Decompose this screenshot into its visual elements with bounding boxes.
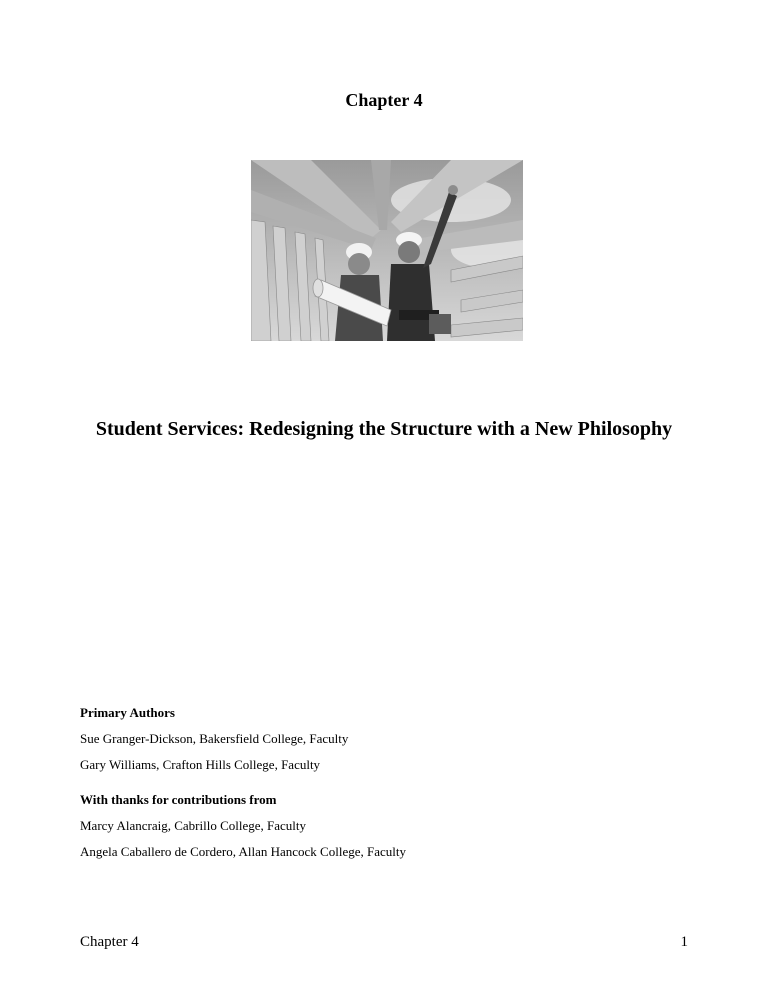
- contributors-block: [80, 792, 700, 865]
- document-title: Student Services: Redesigning the Structure with a New Philosophy: [95, 418, 673, 440]
- author-line: Sue Granger-Dickson, Bakersfield College, Faculty: [80, 731, 349, 746]
- primary-authors-block: [80, 705, 700, 778]
- author-line: Gary Williams, Crafton Hills College, Faculty: [80, 757, 321, 772]
- page-number: 1: [680, 934, 688, 950]
- contributors-heading: With thanks for contributions from: [80, 792, 277, 807]
- authors-section: [80, 705, 700, 865]
- footer-chapter-label: Chapter 4: [80, 934, 139, 950]
- contributor-line: Marcy Alancraig, Cabrillo College, Faculty: [80, 818, 306, 833]
- chapter-title: Chapter 4: [345, 90, 423, 110]
- contributor-line: Angela Caballero de Cordero, Allan Hancock College, Faculty: [80, 844, 406, 859]
- construction-workers-photo: [251, 160, 523, 341]
- primary-authors-heading: Primary Authors: [80, 705, 175, 720]
